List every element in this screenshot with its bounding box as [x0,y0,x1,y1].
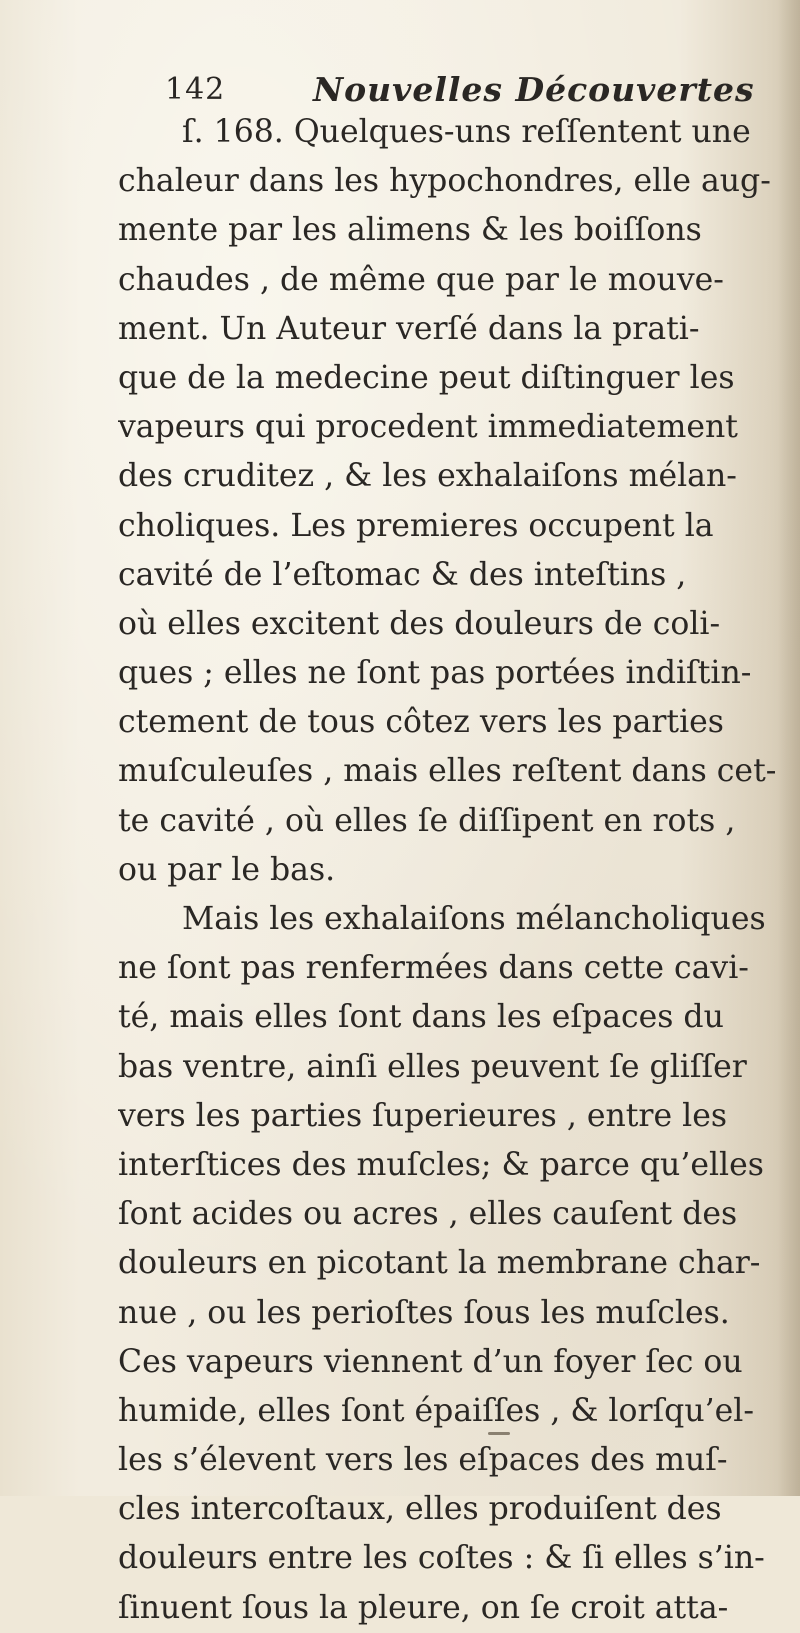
body-text [118,108,798,1633]
text-line: ſ. 168. Quelques-uns reſſentent une [182,114,751,150]
text-line: ques ; elles ne ſont pas portées indiſtin- [118,655,752,692]
text-line: vapeurs qui procedent immediatement [118,409,738,446]
text-line: où elles excitent des douleurs de coli- [118,605,721,642]
text-line: chaleur dans les hypochondres, elle aug- [118,163,771,200]
text-line: douleurs en picotant la membrane char- [118,1245,761,1282]
text-line: chaudes , de même que par le mouve- [118,261,724,298]
text-line: Ces vapeurs viennent d’un foyer ſec ou [118,1343,743,1380]
text-line: ou par le bas. [118,851,336,888]
text-line: humide, elles ſont épaiſſes , & lorſqu’el- [118,1392,754,1429]
text-line: ſinuent ſous la pleure, on ſe croit atta- [118,1589,729,1626]
text-line: les s’élevent vers les eſpaces des muſ- [118,1442,728,1479]
text-line: nue , ou les perioſtes ſous les muſcles. [118,1294,730,1331]
text-line: ment. Un Auteur verſé dans la prati- [118,310,700,347]
text-line: té, mais elles ſont dans les eſpaces du [118,999,724,1036]
text-line: ne ſont pas renfermées dans cette cavi- [118,950,749,987]
running-title: Nouvelles Découvertes [313,70,755,109]
text-line: mente par les alimens & les boiſſons [118,212,702,249]
text-line: ſont acides ou acres , elles cauſent des [118,1196,738,1233]
text-line: interſtices des muſcles; & parce qu’elles [118,1146,764,1183]
text-line: te cavité , où elles ſe diſſipent en rots , [118,802,736,839]
text-line: muſculeuſes , mais elles reſtent dans cet- [118,753,777,790]
page-number: 142 [165,72,226,107]
text-line: choliques. Les premieres occupent la [118,507,714,544]
text-line: bas ventre, ainſi elles peuvent ſe gliſſer [118,1048,747,1085]
text-line: cles intercoſtaux, elles produiſent des [118,1491,722,1528]
text-line: ctement de tous côtez vers les parties [118,704,724,741]
ink-mark [488,1432,510,1435]
text-line: Mais les exhalaiſons mélancholiques [182,901,766,937]
text-line: douleurs entre les coſtes : & ſi elles s’in- [118,1540,765,1577]
text-line: vers les parties ſuperieures , entre les [118,1097,728,1134]
text-line: que de la medecine peut diſtinguer les [118,359,735,396]
text-line: des cruditez , & les exhalaiſons mélan- [118,458,737,495]
text-line: cavité de l’eſtomac & des inteſtins , [118,556,687,593]
